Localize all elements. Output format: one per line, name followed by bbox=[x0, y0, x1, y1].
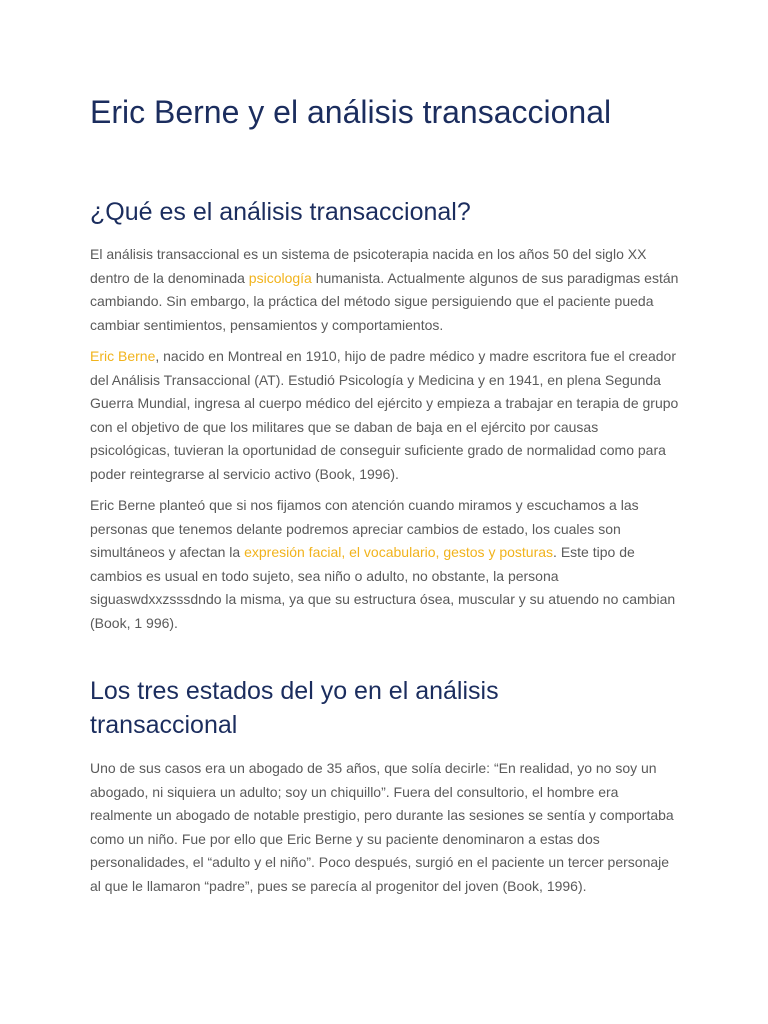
paragraph-text: , nacido en Montreal en 1910, hijo de padre médico y madre escritora fue el creador del Análisis Transaccional (AT). Estudió Psicología y Medicina y en 1941, en plena Segunda Guerra Mundial, ingresa al cuerpo médico del ejército y empieza a trabajar en terapia de grupo con el objetivo de que los militares que se daban de baja en el ejército por causas psicológicas, tuvieran la oportunidad de conseguir suficiente grado de normalidad como para poder reintegrarse al servicio activo (Book, 1996). bbox=[90, 348, 679, 482]
paragraph-lawyer-case: Uno de sus casos era un abogado de 35 años, que solía decirle: “En realidad, yo no soy un abogado, ni siquiera un adulto; soy un chiquillo”. Fuera del consultorio, el hombre era realmente un abogado de notable prestigio, pero durante las sesiones se sentía y comportaba como un niño. Fue por ello que Eric Berne y su paciente denominaron a estas dos personalidades, el “adulto y el niño”. Poco después, surgió en el paciente un tercer personaje al que le llamaron “padre”, pues se parecía al progenitor del joven (Book, 1996). bbox=[90, 760, 674, 894]
paragraph-definition bbox=[90, 243, 680, 337]
link-expresion-facial[interactable]: expresión facial, el vocabulario, gestos y posturas bbox=[244, 544, 554, 560]
paragraph-text: El análisis transaccional es un sistema de psicoterapia nacida en los años 50 del siglo XX dentro de la denominada bbox=[90, 246, 647, 286]
section-heading-three-states: Los tres estados del yo en el análisis transaccional bbox=[90, 677, 499, 739]
paragraph-text: . Este tipo de cambios es usual en todo sujeto, sea niño o adulto, no obstante, la persona siguaswdxxzsssdndo la misma, ya que su estructura ósea, muscular y su atuendo no cambian (Book, 1 996). bbox=[90, 544, 676, 631]
paragraph-text: humanista. Actualmente algunos de sus paradigmas están cambiando. Sin embargo, la práctica del método sigue persiguiendo que el paciente pueda cambiar sentimientos, pensamientos y comportamientos. bbox=[90, 269, 679, 333]
paragraph-biography bbox=[90, 345, 680, 486]
link-eric-berne[interactable]: Eric Berne bbox=[90, 348, 156, 364]
link-psicologia[interactable]: psicología bbox=[248, 269, 312, 286]
paragraph-text: Eric Berne planteó que si nos fijamos con atención cuando miramos y escuchamos a las personas que tenemos delante podremos apreciar cambios de estado, los cuales son simultáneos y afectan la bbox=[90, 497, 639, 560]
paragraph-state-changes bbox=[90, 494, 680, 635]
section-heading-what-is: ¿Qué es el análisis transaccional? bbox=[90, 198, 471, 226]
page-title: Eric Berne y el análisis transaccional bbox=[90, 94, 612, 130]
